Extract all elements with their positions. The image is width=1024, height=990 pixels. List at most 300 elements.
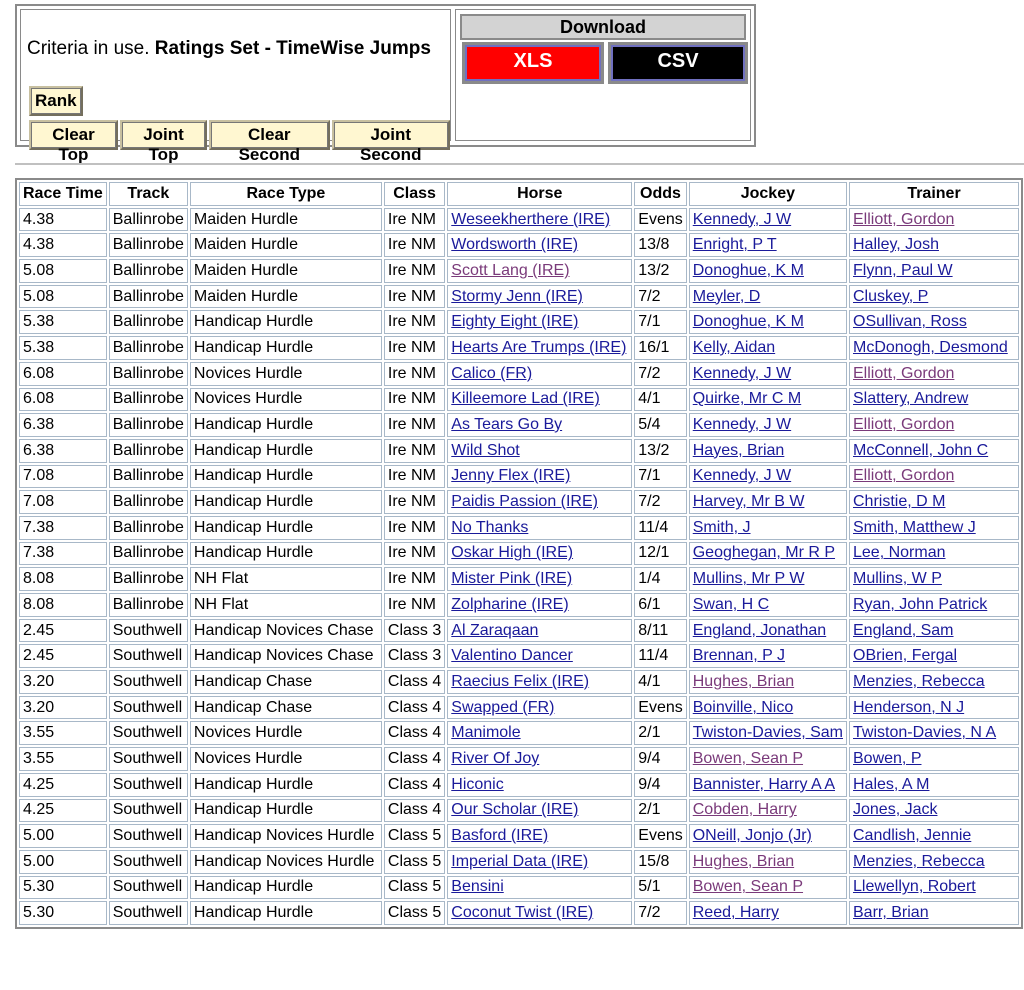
jockey-link[interactable]: Twiston-Davies, Sam [692, 724, 843, 742]
horse-cell [447, 619, 632, 643]
class-cell: Ire NM [384, 208, 445, 232]
track-cell: Southwell [109, 850, 188, 874]
horse-link[interactable]: As Tears Go By [451, 416, 563, 434]
race-time-cell: 7.08 [19, 465, 107, 489]
trainer-link[interactable]: Twiston-Davies, N A [853, 724, 997, 742]
jockey-cell [689, 721, 847, 745]
race-time-cell: 8.08 [19, 567, 107, 591]
trainer-link[interactable]: Christie, D M [853, 493, 946, 511]
class-cell: Ire NM [384, 465, 445, 489]
race-type-cell: Handicap Chase [190, 670, 382, 694]
class-cell: Ire NM [384, 439, 445, 463]
trainer-link[interactable]: OBrien, Fergal [853, 647, 958, 665]
trainer-cell [849, 593, 1019, 617]
class-cell: Ire NM [384, 310, 445, 334]
race-type-cell: Maiden Hurdle [190, 208, 382, 232]
race-time-cell: 7.38 [19, 516, 107, 540]
jockey-link[interactable]: Donoghue, K M [692, 313, 804, 331]
trainer-link[interactable]: Slattery, Andrew [853, 390, 969, 408]
horse-cell [447, 824, 632, 848]
horse-cell [447, 439, 632, 463]
jockey-cell [689, 567, 847, 591]
odds-cell: 13/2 [634, 439, 686, 463]
trainer-cell [849, 310, 1019, 334]
column-header-track[interactable]: Track [109, 182, 188, 206]
horse-link[interactable]: Hearts Are Trumps (IRE) [451, 338, 627, 356]
trainer-cell [849, 850, 1019, 874]
race-type-cell: Handicap Hurdle [190, 336, 382, 360]
track-cell: Southwell [109, 721, 188, 745]
table-row [19, 413, 1019, 437]
joint-top-button[interactable]: Joint Top [120, 120, 207, 150]
class-cell: Ire NM [384, 593, 445, 617]
column-header-odds[interactable]: Odds [634, 182, 686, 206]
horse-link[interactable]: Eighty Eight (IRE) [451, 313, 579, 331]
jockey-cell [689, 388, 847, 412]
table-row [19, 747, 1019, 771]
horse-cell [447, 362, 632, 386]
track-cell: Ballinrobe [109, 542, 188, 566]
horse-cell [447, 465, 632, 489]
joint-second-button[interactable]: Joint Second [332, 120, 451, 150]
race-time-cell: 5.00 [19, 824, 107, 848]
horse-cell [447, 721, 632, 745]
horse-link[interactable]: Imperial Data (IRE) [451, 852, 589, 870]
trainer-cell [849, 362, 1019, 386]
column-header-class[interactable]: Class [384, 182, 445, 206]
horse-link[interactable]: Jenny Flex (IRE) [451, 467, 571, 485]
odds-cell: 2/1 [634, 721, 686, 745]
race-type-cell: Handicap Hurdle [190, 413, 382, 437]
trainer-cell [849, 208, 1019, 232]
jockey-cell [689, 413, 847, 437]
race-time-cell: 6.08 [19, 388, 107, 412]
horse-link[interactable]: Raecius Felix (IRE) [451, 672, 590, 690]
race-type-cell: Handicap Hurdle [190, 901, 382, 925]
download-csv-button[interactable]: CSV [608, 42, 748, 84]
horse-cell [447, 388, 632, 412]
table-row [19, 901, 1019, 925]
horse-link[interactable]: Coconut Twist (IRE) [451, 904, 594, 922]
race-time-cell: 3.55 [19, 721, 107, 745]
odds-cell: 7/2 [634, 490, 686, 514]
table-row [19, 850, 1019, 874]
trainer-cell [849, 259, 1019, 283]
column-header-race-type[interactable]: Race Type [190, 182, 382, 206]
track-cell: Ballinrobe [109, 413, 188, 437]
jockey-link[interactable]: Swan, H C [692, 595, 770, 613]
jockey-cell [689, 465, 847, 489]
race-type-cell: Handicap Novices Chase [190, 619, 382, 643]
horse-cell [447, 413, 632, 437]
horse-cell [447, 696, 632, 720]
race-type-cell: Handicap Hurdle [190, 876, 382, 900]
trainer-cell [849, 388, 1019, 412]
column-header-trainer[interactable]: Trainer [849, 182, 1019, 206]
jockey-link[interactable]: Enright, P T [692, 236, 777, 254]
trainer-cell [849, 542, 1019, 566]
jockey-link[interactable]: Kennedy, J W [692, 416, 792, 434]
race-type-cell: Handicap Chase [190, 696, 382, 720]
jockey-link[interactable]: Kelly, Aidan [692, 338, 776, 356]
race-time-cell: 3.20 [19, 670, 107, 694]
race-time-cell: 5.30 [19, 901, 107, 925]
jockey-cell [689, 542, 847, 566]
table-row [19, 824, 1019, 848]
race-time-cell: 7.38 [19, 542, 107, 566]
trainer-cell [849, 721, 1019, 745]
track-cell: Ballinrobe [109, 388, 188, 412]
jockey-link[interactable]: Hayes, Brian [692, 441, 785, 459]
jockey-cell [689, 850, 847, 874]
track-cell: Ballinrobe [109, 336, 188, 360]
trainer-link[interactable]: Lee, Norman [853, 544, 946, 562]
race-time-cell: 4.38 [19, 233, 107, 257]
horse-link[interactable]: Hiconic [451, 775, 504, 793]
class-cell: Ire NM [384, 567, 445, 591]
horse-link[interactable]: Wordsworth (IRE) [451, 236, 579, 254]
race-time-cell: 4.25 [19, 773, 107, 797]
horse-cell [447, 850, 632, 874]
horse-link[interactable]: Manimole [451, 724, 521, 742]
jockey-cell [689, 876, 847, 900]
race-time-cell: 2.45 [19, 619, 107, 643]
table-row [19, 362, 1019, 386]
jockey-link[interactable]: ONeill, Jonjo (Jr) [692, 827, 812, 845]
trainer-link[interactable]: Halley, Josh [853, 236, 939, 254]
trainer-cell [849, 413, 1019, 437]
horse-link[interactable]: Weseekherthere (IRE) [451, 210, 611, 228]
odds-cell: 7/2 [634, 285, 686, 309]
odds-cell: 13/8 [634, 233, 686, 257]
class-cell: Class 5 [384, 876, 445, 900]
track-cell: Southwell [109, 619, 188, 643]
horse-link[interactable]: Scott Lang (IRE) [451, 261, 570, 279]
race-time-cell: 6.08 [19, 362, 107, 386]
horse-link[interactable]: Zolpharine (IRE) [451, 595, 569, 613]
jockey-cell [689, 773, 847, 797]
column-header-horse[interactable]: Horse [447, 182, 632, 206]
horse-cell [447, 542, 632, 566]
table-row [19, 388, 1019, 412]
trainer-link[interactable]: Elliott, Gordon [853, 210, 955, 228]
download-panel [455, 9, 751, 141]
results-table [15, 178, 1023, 929]
horse-cell [447, 747, 632, 771]
odds-cell: 1/4 [634, 567, 686, 591]
trainer-cell [849, 285, 1019, 309]
table-row [19, 259, 1019, 283]
horse-link[interactable]: Bensini [451, 878, 504, 896]
track-cell: Ballinrobe [109, 593, 188, 617]
criteria-cell [20, 9, 451, 164]
jockey-cell [689, 490, 847, 514]
odds-cell: 8/11 [634, 619, 686, 643]
race-type-cell: NH Flat [190, 593, 382, 617]
track-cell: Southwell [109, 644, 188, 668]
jockey-link[interactable]: Smith, J [692, 518, 751, 536]
race-type-cell: Handicap Hurdle [190, 465, 382, 489]
trainer-link[interactable]: Smith, Matthew J [853, 518, 976, 536]
class-cell: Class 5 [384, 824, 445, 848]
class-cell: Ire NM [384, 362, 445, 386]
table-row [19, 721, 1019, 745]
horse-cell [447, 208, 632, 232]
trainer-link[interactable]: McDonogh, Desmond [853, 338, 1008, 356]
race-type-cell: Handicap Novices Chase [190, 644, 382, 668]
table-row [19, 696, 1019, 720]
trainer-link[interactable]: Menzies, Rebecca [853, 852, 985, 870]
table-row [19, 233, 1019, 257]
odds-cell: 9/4 [634, 773, 686, 797]
jockey-link[interactable]: Kennedy, J W [692, 210, 792, 228]
class-cell: Class 3 [384, 619, 445, 643]
track-cell: Ballinrobe [109, 310, 188, 334]
trainer-cell [849, 619, 1019, 643]
trainer-link[interactable]: Menzies, Rebecca [853, 672, 985, 690]
jockey-link[interactable]: Meyler, D [692, 287, 761, 305]
horse-link[interactable]: Wild Shot [451, 441, 520, 459]
track-cell: Southwell [109, 696, 188, 720]
odds-cell: Evens [634, 824, 686, 848]
race-time-cell: 5.08 [19, 285, 107, 309]
jockey-link[interactable]: Bannister, Harry A A [692, 775, 836, 793]
odds-cell: 16/1 [634, 336, 686, 360]
trainer-cell [849, 465, 1019, 489]
class-cell: Ire NM [384, 490, 445, 514]
track-cell: Southwell [109, 876, 188, 900]
class-cell: Class 5 [384, 850, 445, 874]
track-cell: Southwell [109, 747, 188, 771]
trainer-link[interactable]: England, Sam [853, 621, 954, 639]
horse-link[interactable]: Our Scholar (IRE) [451, 801, 579, 819]
horse-cell [447, 567, 632, 591]
race-type-cell: Novices Hurdle [190, 388, 382, 412]
track-cell: Ballinrobe [109, 285, 188, 309]
horse-cell [447, 799, 632, 823]
track-cell: Ballinrobe [109, 567, 188, 591]
horse-cell [447, 336, 632, 360]
trainer-link[interactable]: Elliott, Gordon [853, 364, 955, 382]
race-time-cell: 6.38 [19, 413, 107, 437]
race-type-cell: Handicap Hurdle [190, 542, 382, 566]
horse-link[interactable]: Oskar High (IRE) [451, 544, 574, 562]
track-cell: Southwell [109, 824, 188, 848]
table-row [19, 490, 1019, 514]
race-type-cell: Handicap Hurdle [190, 439, 382, 463]
trainer-link[interactable]: Jones, Jack [853, 801, 938, 819]
horse-cell [447, 901, 632, 925]
table-row [19, 285, 1019, 309]
trainer-link[interactable]: Cluskey, P [853, 287, 929, 305]
jockey-link[interactable]: Bowen, Sean P [692, 749, 804, 767]
race-time-cell: 6.38 [19, 439, 107, 463]
rank-button[interactable]: Rank [29, 86, 83, 116]
trainer-cell [849, 824, 1019, 848]
trainer-link[interactable]: Barr, Brian [853, 904, 929, 922]
criteria-text [27, 38, 431, 60]
download-xls-button[interactable]: XLS [462, 42, 604, 84]
table-row [19, 439, 1019, 463]
trainer-link[interactable]: Bowen, P [853, 749, 922, 767]
jockey-link[interactable]: Brennan, P J [692, 647, 785, 665]
class-cell: Ire NM [384, 516, 445, 540]
trainer-link[interactable]: Elliott, Gordon [853, 467, 955, 485]
horse-cell [447, 310, 632, 334]
column-header-race-time[interactable]: Race Time [19, 182, 107, 206]
horse-link[interactable]: Killeemore Lad (IRE) [451, 390, 600, 408]
jockey-cell [689, 644, 847, 668]
criteria-prefix: Criteria in use. [27, 38, 150, 59]
track-cell: Southwell [109, 901, 188, 925]
race-time-cell: 8.08 [19, 593, 107, 617]
race-time-cell: 4.25 [19, 799, 107, 823]
jockey-link[interactable]: Geoghegan, Mr R P [692, 544, 836, 562]
jockey-link[interactable]: Hughes, Brian [692, 852, 795, 870]
race-type-cell: Handicap Hurdle [190, 773, 382, 797]
jockey-link[interactable]: Cobden, Harry [692, 801, 797, 819]
class-cell: Class 3 [384, 644, 445, 668]
trainer-link[interactable]: McConnell, John C [853, 441, 989, 459]
odds-cell: 9/4 [634, 747, 686, 771]
class-cell: Class 4 [384, 670, 445, 694]
trainer-link[interactable]: Flynn, Paul W [853, 261, 953, 279]
horse-link[interactable]: River Of Joy [451, 749, 540, 767]
jockey-link[interactable]: Mullins, Mr P W [692, 570, 805, 588]
race-time-cell: 3.20 [19, 696, 107, 720]
race-time-cell: 7.08 [19, 490, 107, 514]
horse-link[interactable]: Mister Pink (IRE) [451, 570, 573, 588]
horse-cell [447, 593, 632, 617]
trainer-cell [849, 233, 1019, 257]
odds-cell: 4/1 [634, 670, 686, 694]
clear-second-button[interactable]: Clear Second [209, 120, 329, 150]
horse-link[interactable]: Valentino Dancer [451, 647, 573, 665]
jockey-link[interactable]: Harvey, Mr B W [692, 493, 805, 511]
trainer-cell [849, 516, 1019, 540]
race-type-cell: Handicap Novices Hurdle [190, 824, 382, 848]
horse-cell [447, 490, 632, 514]
trainer-cell [849, 773, 1019, 797]
jockey-cell [689, 696, 847, 720]
horse-cell [447, 233, 632, 257]
jockey-link[interactable]: Bowen, Sean P [692, 878, 804, 896]
odds-cell: 7/1 [634, 310, 686, 334]
jockey-link[interactable]: Donoghue, K M [692, 261, 804, 279]
trainer-cell [849, 799, 1019, 823]
horse-link[interactable]: No Thanks [451, 518, 529, 536]
table-row [19, 670, 1019, 694]
horse-cell [447, 876, 632, 900]
odds-cell: 12/1 [634, 542, 686, 566]
trainer-link[interactable]: Candlish, Jennie [853, 827, 972, 845]
horse-link[interactable]: Stormy Jenn (IRE) [451, 287, 583, 305]
race-time-cell: 5.30 [19, 876, 107, 900]
criteria-panel [15, 4, 756, 164]
table-row [19, 567, 1019, 591]
trainer-link[interactable]: Mullins, W P [853, 570, 942, 588]
odds-cell: 6/1 [634, 593, 686, 617]
horse-link[interactable]: Calico (FR) [451, 364, 533, 382]
race-time-cell: 5.38 [19, 336, 107, 360]
race-type-cell: Handicap Novices Hurdle [190, 850, 382, 874]
horse-cell [447, 644, 632, 668]
trainer-link[interactable]: Ryan, John Patrick [853, 595, 988, 613]
horse-link[interactable]: Swapped (FR) [451, 698, 555, 716]
horse-link[interactable]: Basford (IRE) [451, 827, 549, 845]
section-divider [15, 163, 1024, 165]
jockey-cell [689, 259, 847, 283]
race-time-cell: 4.38 [19, 208, 107, 232]
race-type-cell: Handicap Hurdle [190, 516, 382, 540]
trainer-link[interactable]: Elliott, Gordon [853, 416, 955, 434]
trainer-cell [849, 490, 1019, 514]
jockey-cell [689, 824, 847, 848]
horse-link[interactable]: Al Zaraqaan [451, 621, 539, 639]
track-cell: Ballinrobe [109, 516, 188, 540]
horse-link[interactable]: Paidis Passion (IRE) [451, 493, 598, 511]
jockey-link[interactable]: Hughes, Brian [692, 672, 795, 690]
jockey-cell [689, 285, 847, 309]
jockey-link[interactable]: Quirke, Mr C M [692, 390, 802, 408]
jockey-cell [689, 233, 847, 257]
horse-cell [447, 773, 632, 797]
trainer-cell [849, 567, 1019, 591]
trainer-link[interactable]: Henderson, N J [853, 698, 965, 716]
track-cell: Ballinrobe [109, 465, 188, 489]
table-row [19, 876, 1019, 900]
track-cell: Ballinrobe [109, 490, 188, 514]
table-row [19, 773, 1019, 797]
race-type-cell: Handicap Hurdle [190, 310, 382, 334]
track-cell: Ballinrobe [109, 259, 188, 283]
trainer-link[interactable]: OSullivan, Ross [853, 313, 967, 331]
table-row [19, 619, 1019, 643]
track-cell: Ballinrobe [109, 208, 188, 232]
jockey-link[interactable]: Reed, Harry [692, 904, 779, 922]
trainer-link[interactable]: Llewellyn, Robert [853, 878, 976, 896]
race-time-cell: 3.55 [19, 747, 107, 771]
jockey-link[interactable]: Kennedy, J W [692, 364, 792, 382]
jockey-cell [689, 901, 847, 925]
track-cell: Ballinrobe [109, 439, 188, 463]
trainer-cell [849, 696, 1019, 720]
clear-top-button[interactable]: Clear Top [29, 120, 118, 150]
results-table-wrap [15, 178, 1023, 929]
race-type-cell: Maiden Hurdle [190, 259, 382, 283]
trainer-cell [849, 439, 1019, 463]
class-cell: Ire NM [384, 388, 445, 412]
trainer-cell [849, 747, 1019, 771]
table-row [19, 799, 1019, 823]
race-type-cell: Handicap Hurdle [190, 490, 382, 514]
column-header-jockey[interactable]: Jockey [689, 182, 847, 206]
trainer-cell [849, 670, 1019, 694]
jockey-link[interactable]: Kennedy, J W [692, 467, 792, 485]
horse-cell [447, 516, 632, 540]
jockey-link[interactable]: Boinville, Nico [692, 698, 794, 716]
race-type-cell: Maiden Hurdle [190, 285, 382, 309]
ratings-set-name: Ratings Set - TimeWise Jumps [154, 38, 431, 59]
trainer-link[interactable]: Hales, A M [853, 775, 930, 793]
odds-cell: 7/1 [634, 465, 686, 489]
class-cell: Class 4 [384, 721, 445, 745]
jockey-link[interactable]: England, Jonathan [692, 621, 827, 639]
race-type-cell: Novices Hurdle [190, 721, 382, 745]
class-cell: Ire NM [384, 413, 445, 437]
table-row [19, 516, 1019, 540]
track-cell: Southwell [109, 773, 188, 797]
